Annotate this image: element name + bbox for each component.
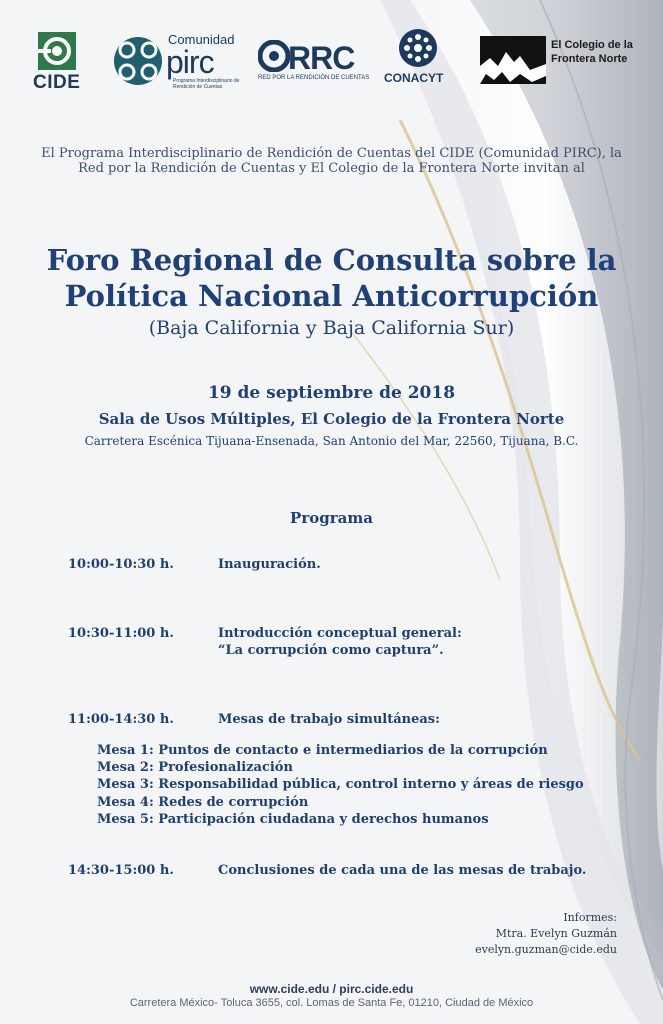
footer-links[interactable]: www.cide.edu / pirc.cide.edu (249, 982, 414, 996)
rrc-logo-subtitle: RED POR LA RENDICIÓN DE CUENTAS (258, 75, 370, 81)
list-item: Mesa 1: Puntos de contacto e intermediarios de la corrupción (97, 743, 548, 758)
programa-desc-line-2: “La corrupción como captura”. (218, 643, 444, 658)
rrc-logo-word: RRC (288, 40, 355, 76)
mesas-list (97, 742, 584, 828)
event-address: Carretera Escénica Tijuana-Ensenada, San Antonio del Mar, 22560, Tijuana, B.C. (84, 434, 579, 448)
programa-time: 10:30-11:00 h. (68, 626, 174, 641)
event-title-line-1: Foro Regional de Consulta sobre la (46, 243, 617, 277)
colef-logo-text: El Colegio de la Frontera Norte (551, 39, 633, 65)
informes-email[interactable]: evelyn.guzman@cide.edu (475, 943, 617, 956)
event-venue: Sala de Usos Múltiples, El Colegio de la Frontera Norte (98, 410, 565, 428)
footer-address: Carretera México- Toluca 3655, col. Lomas de Santa Fe, 01210, Ciudad de México (129, 997, 534, 1009)
list-item: Mesa 2: Profesionalización (97, 760, 293, 776)
informes-label: Informes: (563, 911, 617, 924)
programa-time: 10:00-10:30 h. (68, 557, 174, 572)
rrc-ring-icon (258, 40, 290, 72)
conacyt-dots-icon (398, 28, 438, 68)
event-title-line-2: Política Nacional Anticorrupción (64, 279, 599, 313)
informes-block (380, 910, 617, 958)
logo-bar (0, 28, 663, 98)
programa-desc: Inauguración. (218, 557, 321, 572)
cide-emblem-icon (38, 32, 76, 70)
programa-heading: Programa (290, 509, 373, 527)
event-date: 19 de septiembre de 2018 (207, 383, 456, 403)
programa-desc: Conclusiones de cada una de las mesas de trabajo. (218, 863, 587, 878)
conacyt-logo-word: CONACYT (384, 71, 444, 85)
programa-time: 14:30-15:00 h. (68, 863, 174, 878)
event-title (10, 242, 653, 314)
list-item: Mesa 4: Redes de corrupción (97, 794, 309, 810)
pirc-network-icon (112, 34, 164, 88)
cide-logo-text: CIDE (33, 72, 81, 93)
programa-desc: Mesas de trabajo simultáneas: (218, 712, 440, 727)
pirc-logo-word: pirc (166, 44, 214, 80)
event-subtitle: (Baja California y Baja California Sur) (148, 317, 515, 339)
programa-time: 11:00-14:30 h. (68, 712, 174, 727)
colef-mountain-icon (480, 36, 546, 84)
pirc-logo-subtitle: Programa Interdisciplinario de Rendición de Cuentas (173, 78, 240, 90)
list-item: Mesa 5: Participación ciudadana y derechos humanos (97, 811, 489, 827)
intro-paragraph: El Programa Interdisciplinario de Rendición de Cuentas del CIDE (Comunidad PIRC), la Red por la Rendición de Cuentas y El Colegio de la Frontera Norte invitan al (41, 146, 622, 176)
pirc-logo-title: Comunidad (168, 32, 235, 47)
programa-desc: Introducción conceptual general: (218, 626, 462, 641)
informes-name: Mtra. Evelyn Guzmán (495, 927, 617, 940)
list-item: Mesa 3: Responsabilidad pública, control interno y áreas de riesgo (97, 777, 584, 793)
